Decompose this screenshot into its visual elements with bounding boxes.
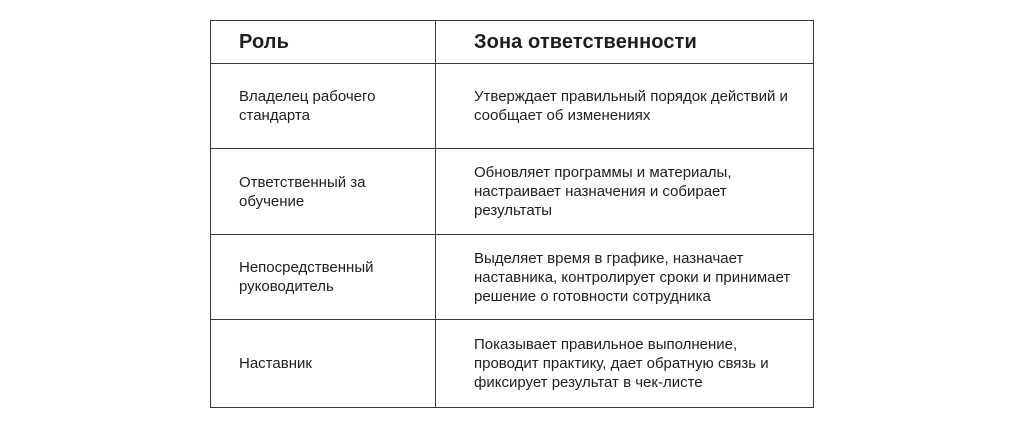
role-cell: Ответственный за обучение <box>211 149 436 235</box>
table-row <box>211 320 814 408</box>
role-cell: Владелец рабочего стандарта <box>211 64 436 149</box>
responsibility-cell: Утверждает правильный порядок действий и сообщает об изменениях <box>436 64 814 149</box>
responsibility-table <box>210 20 814 408</box>
table-header-row <box>211 21 814 64</box>
role-cell: Наставник <box>211 320 436 408</box>
column-header-role: Роль <box>211 21 436 64</box>
responsibility-cell: Выделяет время в графике, назначает наставника, контролирует сроки и принимает решение о готовности сотрудника <box>436 235 814 320</box>
responsibility-cell: Обновляет программы и материалы, настраивает назначения и собирает результаты <box>436 149 814 235</box>
column-header-responsibility: Зона ответственности <box>436 21 814 64</box>
responsibility-cell: Показывает правильное выполнение, проводит практику, дает обратную связь и фиксирует результат в чек-листе <box>436 320 814 408</box>
table-row <box>211 64 814 149</box>
table-row <box>211 149 814 235</box>
role-cell: Непосредственный руководитель <box>211 235 436 320</box>
table-row <box>211 235 814 320</box>
